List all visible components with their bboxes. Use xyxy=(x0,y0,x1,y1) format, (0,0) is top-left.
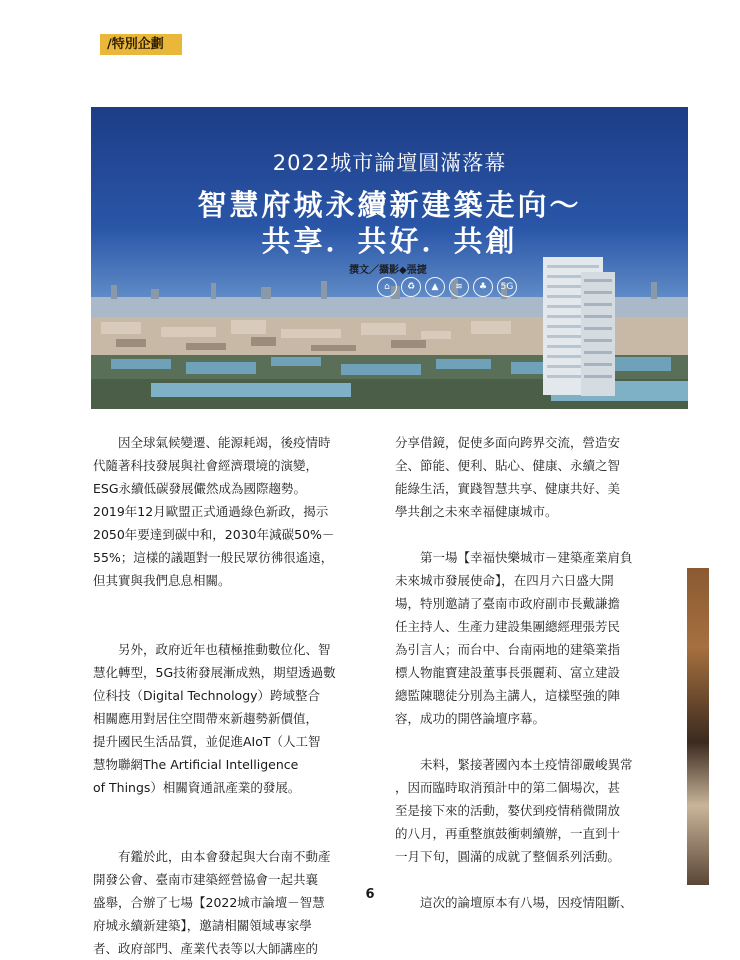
text-line: 55%；這樣的議題對一般民眾彷彿很遙遠， xyxy=(93,550,334,565)
text-line: 位科技（Digital Technology）跨域整合 xyxy=(93,688,321,703)
text-line: 為引言人；而台中、台南兩地的建築業指 xyxy=(395,642,621,657)
text-line: 因全球氣候變遷、能源耗竭，後疫情時 xyxy=(93,435,331,450)
text-line: 慧物聯網The Artificial Intelligence xyxy=(93,757,299,772)
hero-banner xyxy=(91,107,688,409)
building-icon: ⌂ xyxy=(377,277,397,297)
text-line: 容，成功的開啓論壇序幕。 xyxy=(395,711,546,726)
text-line: 2019年12月歐盟正式通過綠色新政，揭示 xyxy=(93,504,329,519)
text-line: 總監陳聰徒分別為主講人，這樣堅強的陣 xyxy=(395,688,621,703)
recycle-icon: ♻ xyxy=(401,277,421,297)
hero-title-line2: 共享．共好．共創 xyxy=(261,224,518,258)
text-line: 標人物龍寶建設董事長張麗莉、富立建設 xyxy=(395,665,621,680)
text-line: 盛舉，合辦了七場【2022城市論壇－智慧 xyxy=(93,895,325,910)
text-line: 2050年要達到碳中和，2030年減碳50%－ xyxy=(93,527,335,542)
text-line: 學共創之未來幸福健康城市。 xyxy=(395,504,558,519)
hero-title-line1: 智慧府城永續新建築走向～ xyxy=(197,188,582,222)
text-line: 能綠生活，實踐智慧共享、健康共好、美 xyxy=(395,481,621,496)
text-line: 一月下旬，圓滿的成就了整個系列活動。 xyxy=(395,849,621,864)
text-line: 者、政府部門、產業代表等以大師講座的 xyxy=(93,941,319,956)
tree-icon: ♣ xyxy=(473,277,493,297)
tower-icon: ▲ xyxy=(425,277,445,297)
text-line: 慧化轉型，5G技術發展漸成熟，期望透過數 xyxy=(93,665,336,680)
feature-icon-row xyxy=(377,277,517,297)
text-line: 場，特別邀請了臺南市政府副市長戴謙擔 xyxy=(395,596,621,611)
text-line: 這次的論壇原本有八場，因疫情阻斷、 xyxy=(395,895,633,910)
text-line: 全、節能、便利、貼心、健康、永續之智 xyxy=(395,458,621,473)
text-line: ，因而臨時取消預計中的第二個場次，甚 xyxy=(395,780,621,795)
text-line: 相關應用對居住空間帶來新趨勢新價值， xyxy=(93,711,319,726)
hero-subtitle: 2022城市論壇圓滿落幕 xyxy=(272,151,507,175)
text-line: 至是接下來的活動，嫯伏到疫情稍微開放 xyxy=(395,803,621,818)
text-line: 未來城市發展使命】，在四月六日盛大開 xyxy=(395,573,614,588)
text-line: 但其實與我們息息相關。 xyxy=(93,573,231,588)
byline: 撰文／攝影◆張捷 xyxy=(349,265,427,276)
text-line: 分享借鏡，促使多面向跨界交流，營造安 xyxy=(395,435,621,450)
text-line: ESG永續低碳發展儼然成為國際趨勢。 xyxy=(93,481,307,496)
text-line: 的八月，再重整旗鼓衝刺續辦，一直到十 xyxy=(395,826,621,841)
right-column xyxy=(395,431,657,914)
left-column xyxy=(93,431,355,960)
text-line: 未料，緊接著國內本土疫情卻嚴峻異常 xyxy=(395,757,633,772)
text-line: 第一場【幸福快樂城市－建築產業肩負 xyxy=(395,550,633,565)
text-line: 另外，政府近年也積極推動數位化、智 xyxy=(93,642,331,657)
5g-icon: 5G xyxy=(497,277,517,297)
page-number: 6 xyxy=(365,887,375,902)
text-line: 有鑑於此，由本會發起與大台南不動產 xyxy=(93,849,331,864)
text-line: 府城永續新建築】，邀請相關領域專家學 xyxy=(93,918,312,933)
text-line: of Things）相關資通訊產業的發展。 xyxy=(93,780,301,795)
wifi-icon: ≋ xyxy=(449,277,469,297)
text-line: 提升國民生活品質，並促進AIoT（人工智 xyxy=(93,734,321,749)
text-line: 代隨著科技發展與社會經濟環境的演變， xyxy=(93,458,319,473)
next-page-photo-edge xyxy=(687,568,709,885)
text-line: 任主持人、生產力建設集團總經理張芳民 xyxy=(395,619,621,634)
section-tag: /特別企劃 xyxy=(100,34,182,55)
text-line: 開發公會、臺南市建築經營協會一起共襄 xyxy=(93,872,319,887)
